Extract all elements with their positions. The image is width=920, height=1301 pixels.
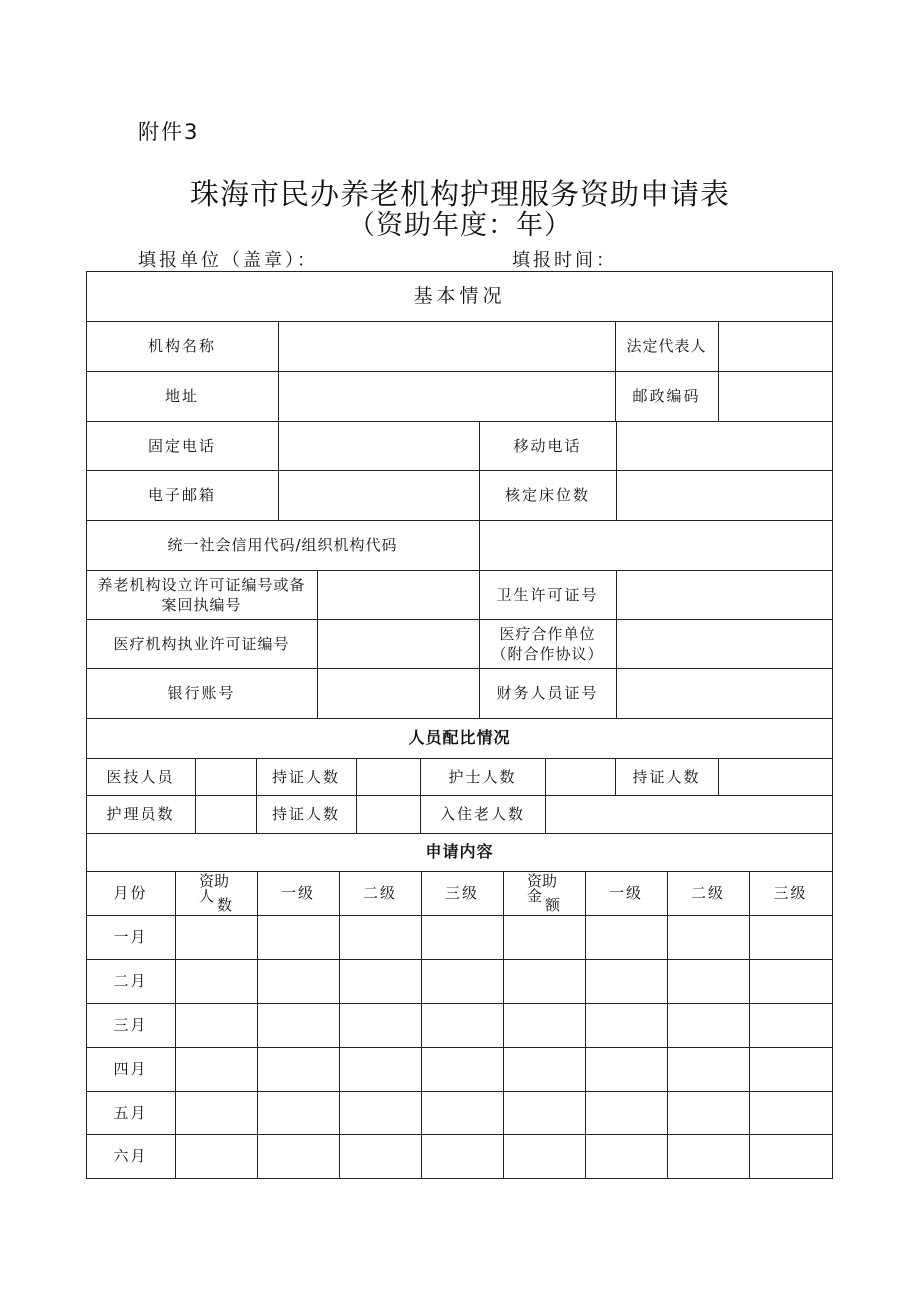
- label-license-no: [86, 570, 317, 619]
- field-mobile[interactable]: [617, 422, 832, 470]
- month-data-cell[interactable]: [750, 960, 832, 1003]
- month-data-cell[interactable]: [422, 1092, 503, 1134]
- section-apply-header: 申请内容: [425, 842, 494, 861]
- month-data-cell[interactable]: [750, 1048, 832, 1091]
- month-data-cell[interactable]: [258, 916, 339, 959]
- col-level3-amount: 三级: [773, 884, 808, 902]
- month-data-cell[interactable]: [586, 1004, 667, 1047]
- month-data-cell[interactable]: [586, 1048, 667, 1091]
- month-data-cell[interactable]: [422, 1004, 503, 1047]
- field-medtech[interactable]: [196, 759, 256, 795]
- month-label: 五月: [113, 1103, 148, 1122]
- page-subtitle: （资助年度：年）: [348, 210, 572, 241]
- fill-time-label: 填报时间：: [512, 250, 617, 271]
- field-legal-rep[interactable]: [719, 322, 832, 371]
- field-caregivers[interactable]: [196, 796, 256, 833]
- field-beds[interactable]: [617, 471, 832, 520]
- label-medical-partner-line2: （附合作协议）: [491, 644, 604, 663]
- month-data-cell[interactable]: [504, 1048, 585, 1091]
- label-bank-account: 银行账号: [167, 684, 236, 702]
- month-label: 三月: [113, 1016, 148, 1034]
- month-data-cell[interactable]: [176, 1048, 257, 1091]
- label-credit-code: 统一社会信用代码/组织机构代码: [167, 536, 398, 554]
- month-data-cell[interactable]: [750, 1092, 832, 1134]
- month-data-cell[interactable]: [340, 1004, 421, 1047]
- col-level2-amount: 二级: [690, 884, 725, 902]
- label-medtech: 医技人员: [106, 767, 175, 786]
- label-certified-1: 持证人数: [271, 767, 340, 786]
- col-amount-line3: 额: [545, 896, 561, 914]
- label-certified-3: 持证人数: [271, 805, 340, 823]
- label-medical-license: 医疗机构执业许可证编号: [113, 634, 290, 653]
- attachment-label: 附件3: [138, 120, 200, 144]
- month-data-cell[interactable]: [258, 1004, 339, 1047]
- month-data-cell[interactable]: [586, 1092, 667, 1134]
- label-finance-staff: 财务人员证号: [496, 684, 599, 702]
- col-month: 月份: [113, 884, 148, 902]
- label-mobile: 移动电话: [513, 436, 582, 455]
- label-postcode: 邮政编码: [632, 387, 701, 405]
- col-amount: [503, 871, 585, 915]
- label-medical-partner: [479, 619, 616, 668]
- field-finance-staff[interactable]: [617, 669, 832, 718]
- month-data-cell[interactable]: [668, 1048, 749, 1091]
- field-nurses[interactable]: [546, 759, 615, 795]
- col-persons-line3: 数: [217, 896, 233, 914]
- col-amount-line2: 金: [527, 887, 543, 905]
- month-label: 一月: [113, 928, 148, 946]
- label-org-name: 机构名称: [147, 337, 216, 355]
- month-data-cell[interactable]: [668, 1135, 749, 1178]
- month-data-cell[interactable]: [586, 960, 667, 1003]
- month-label: 二月: [113, 972, 148, 990]
- label-residents: 入住老人数: [439, 805, 525, 823]
- label-nurses: 护士人数: [448, 767, 517, 786]
- col-amount-line1: 资助: [527, 872, 558, 890]
- month-data-cell[interactable]: [668, 1092, 749, 1134]
- month-data-cell[interactable]: [668, 1004, 749, 1047]
- month-data-cell[interactable]: [340, 1048, 421, 1091]
- label-health-license: 卫生许可证号: [496, 585, 599, 604]
- field-landline[interactable]: [279, 422, 479, 470]
- month-data-cell[interactable]: [668, 960, 749, 1003]
- field-address[interactable]: [279, 372, 615, 421]
- label-email: 电子邮箱: [147, 486, 216, 504]
- label-certified-2: 持证人数: [632, 767, 701, 786]
- month-data-cell[interactable]: [176, 916, 257, 959]
- month-data-cell[interactable]: [258, 1092, 339, 1134]
- month-data-cell[interactable]: [422, 1135, 503, 1178]
- month-label: 六月: [113, 1147, 148, 1165]
- month-data-cell[interactable]: [504, 1092, 585, 1134]
- table-border-bottom: [86, 1178, 833, 1179]
- month-data-cell[interactable]: [504, 1004, 585, 1047]
- label-beds: 核定床位数: [504, 486, 590, 504]
- month-data-cell[interactable]: [176, 960, 257, 1003]
- month-data-cell[interactable]: [340, 1135, 421, 1178]
- month-data-cell[interactable]: [258, 1135, 339, 1178]
- label-license-no-line2: 案回执编号: [161, 595, 242, 614]
- field-medical-partner[interactable]: [617, 620, 832, 668]
- field-org-name[interactable]: [279, 322, 615, 371]
- month-data-cell[interactable]: [668, 916, 749, 959]
- month-data-cell[interactable]: [750, 1135, 832, 1178]
- month-data-cell[interactable]: [750, 1004, 832, 1047]
- field-certified-1[interactable]: [357, 759, 420, 795]
- field-email[interactable]: [279, 471, 479, 520]
- field-credit-code[interactable]: [480, 521, 832, 570]
- month-label: 四月: [113, 1060, 148, 1078]
- section-staff-header: 人员配比情况: [408, 728, 511, 747]
- section-basic-header: 基本情况: [413, 285, 506, 307]
- field-medical-license[interactable]: [318, 620, 479, 668]
- month-data-cell[interactable]: [422, 1048, 503, 1091]
- month-data-cell[interactable]: [504, 1135, 585, 1178]
- label-legal-rep: 法定代表人: [626, 337, 707, 355]
- month-data-cell[interactable]: [586, 916, 667, 959]
- month-data-cell[interactable]: [176, 1092, 257, 1134]
- month-data-cell[interactable]: [340, 960, 421, 1003]
- month-data-cell[interactable]: [340, 916, 421, 959]
- col-level1-amount: 一级: [608, 884, 643, 902]
- month-data-cell[interactable]: [176, 1004, 257, 1047]
- field-certified-3[interactable]: [357, 796, 420, 833]
- field-certified-2[interactable]: [719, 759, 832, 795]
- month-data-cell[interactable]: [586, 1135, 667, 1178]
- field-license-no[interactable]: [318, 571, 479, 619]
- month-data-cell[interactable]: [504, 960, 585, 1003]
- month-data-cell[interactable]: [258, 1048, 339, 1091]
- label-address: 地址: [164, 387, 199, 405]
- col-level3: 三级: [444, 884, 479, 902]
- label-caregivers: 护理员数: [106, 805, 175, 823]
- label-license-no-line1: 养老机构设立许可证编号或备: [97, 575, 306, 594]
- field-postcode[interactable]: [719, 372, 832, 421]
- col-level1: 一级: [280, 884, 315, 902]
- fill-unit-label: 填报单位（盖章）：: [138, 250, 318, 271]
- label-landline: 固定电话: [147, 436, 216, 455]
- field-residents[interactable]: [546, 796, 832, 833]
- month-data-cell[interactable]: [422, 960, 503, 1003]
- col-persons-line1: 资助: [199, 872, 230, 890]
- month-data-cell[interactable]: [176, 1135, 257, 1178]
- col-persons: [175, 871, 257, 915]
- month-data-cell[interactable]: [258, 960, 339, 1003]
- label-medical-partner-line1: 医疗合作单位: [499, 624, 596, 643]
- field-health-license[interactable]: [617, 571, 832, 619]
- month-data-cell[interactable]: [750, 916, 832, 959]
- month-data-cell[interactable]: [504, 916, 585, 959]
- col-persons-line2: 人: [199, 887, 215, 905]
- page-title: 珠海市民办养老机构护理服务资助申请表: [189, 177, 730, 211]
- field-bank-account[interactable]: [318, 669, 479, 718]
- month-data-cell[interactable]: [340, 1092, 421, 1134]
- month-data-cell[interactable]: [422, 916, 503, 959]
- col-level2: 二级: [362, 884, 397, 902]
